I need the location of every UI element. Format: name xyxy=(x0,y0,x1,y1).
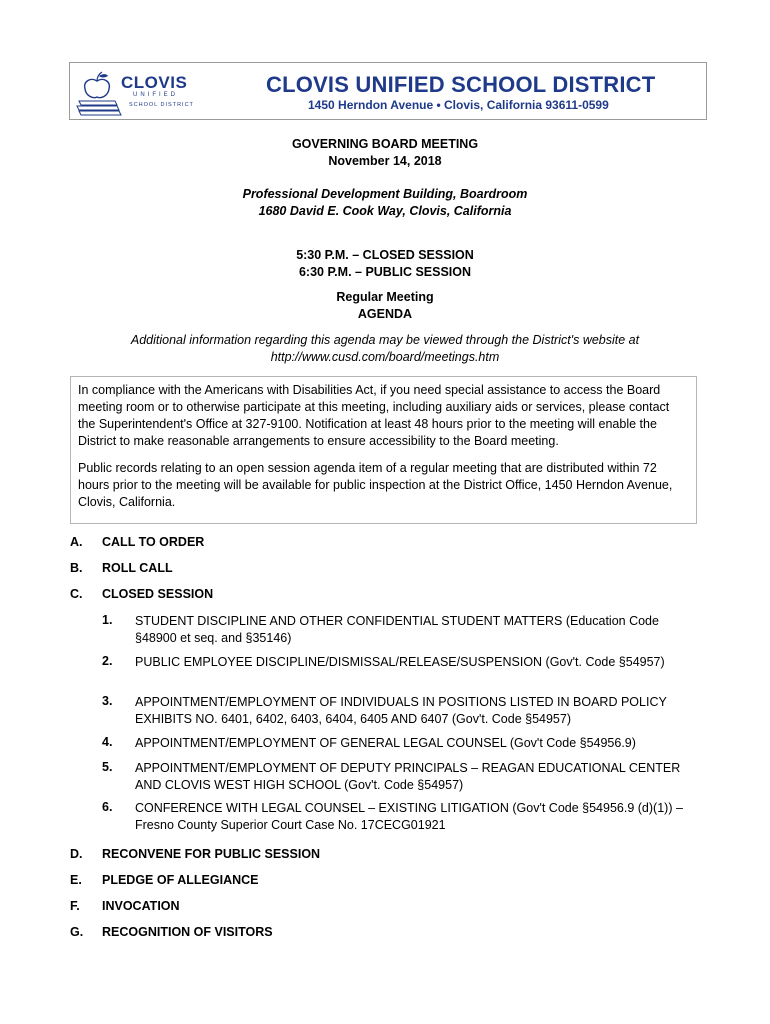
meeting-location-building: Professional Development Building, Boardroom xyxy=(242,187,528,201)
accessibility-notice xyxy=(70,376,697,524)
website-info: Additional information regarding this agenda may be viewed through the District's website at xyxy=(130,333,640,347)
logo-subtitle-unified: UNIFIED xyxy=(133,92,178,98)
agenda-letter: B. xyxy=(70,561,83,575)
public-session-time: 6:30 P.M. – PUBLIC SESSION xyxy=(298,265,472,279)
meeting-type: Regular Meeting xyxy=(336,290,434,304)
agenda-title: INVOCATION xyxy=(102,899,180,913)
agenda-letter: G. xyxy=(70,925,84,939)
district-logo xyxy=(75,67,195,117)
item-text: APPOINTMENT/EMPLOYMENT OF INDIVIDUALS IN POSITIONS LISTED IN BOARD POLICY EXHIBITS NO. 6401, 6402, 6403, 6404, 6405 AND 6407 (Gov't. Code §54957) xyxy=(135,695,667,726)
agenda-letter: A. xyxy=(70,535,83,549)
logo-name: CLOVIS xyxy=(121,73,188,92)
agenda-label: AGENDA xyxy=(357,307,413,321)
agenda-title: ROLL CALL xyxy=(102,561,173,575)
agenda-letter: C. xyxy=(70,587,83,601)
closed-session-time: 5:30 P.M. – CLOSED SESSION xyxy=(296,248,474,262)
agenda-title: CALL TO ORDER xyxy=(102,535,205,549)
item-number: 4. xyxy=(102,735,113,749)
agenda-letter: F. xyxy=(70,899,80,913)
public-records-paragraph: Public records relating to an open session agenda item of a regular meeting that are distributed within 72 hours prior to the meeting will be available for public inspection at the District Office, 1450 Herndon Avenue, Clovis, California. xyxy=(78,461,673,509)
item-text: APPOINTMENT/EMPLOYMENT OF GENERAL LEGAL COUNSEL (Gov't Code §54956.9) xyxy=(135,736,636,750)
apple-books-icon xyxy=(75,67,125,117)
agenda-letter: D. xyxy=(70,847,83,861)
meeting-location-address: 1680 David E. Cook Way, Clovis, California xyxy=(258,204,512,218)
logo-subtitle-district: SCHOOL DISTRICT xyxy=(129,102,194,108)
website-url[interactable]: http://www.cusd.com/board/meetings.htm xyxy=(270,350,500,364)
meeting-date: November 14, 2018 xyxy=(328,154,442,168)
agenda-title: PLEDGE OF ALLEGIANCE xyxy=(102,873,259,887)
item-number: 2. xyxy=(102,654,113,668)
item-number: 3. xyxy=(102,694,113,708)
ada-notice-paragraph: In compliance with the Americans with Disabilities Act, if you need special assistance to access the Board meeting room or to otherwise participate at this meeting, including auxiliary aids or services, please contact the Superintendent's Office at 327-9100. Notification at least 48 hours prior to the meeting will enable the District to make reasonable arrangements to ensure accessibility to the Board meeting. xyxy=(78,383,670,448)
item-text: PUBLIC EMPLOYEE DISCIPLINE/DISMISSAL/RELEASE/SUSPENSION (Gov't. Code §54957) xyxy=(135,655,665,669)
district-address: 1450 Herndon Avenue • Clovis, California 93611-0599 xyxy=(308,98,609,112)
letterhead xyxy=(69,62,707,120)
item-number: 5. xyxy=(102,760,113,774)
district-name: CLOVIS UNIFIED SCHOOL DISTRICT xyxy=(266,72,656,97)
item-text: CONFERENCE WITH LEGAL COUNSEL – EXISTING LITIGATION (Gov't Code §54956.9 (d)(1)) – Fresno County Superior Court Case No. 17CECG01921 xyxy=(135,801,683,832)
agenda-title: RECONVENE FOR PUBLIC SESSION xyxy=(102,847,321,861)
agenda-letter: E. xyxy=(70,873,82,887)
item-number: 6. xyxy=(102,800,113,814)
item-text: APPOINTMENT/EMPLOYMENT OF DEPUTY PRINCIPALS – REAGAN EDUCATIONAL CENTER AND CLOVIS WEST HIGH SCHOOL (Gov't. Code §54957) xyxy=(135,761,681,792)
meeting-title: GOVERNING BOARD MEETING xyxy=(291,137,479,151)
item-number: 1. xyxy=(102,613,113,627)
agenda-title: RECOGNITION OF VISITORS xyxy=(102,925,273,939)
item-text: STUDENT DISCIPLINE AND OTHER CONFIDENTIAL STUDENT MATTERS (Education Code §48900 et seq. and §35146) xyxy=(135,614,659,645)
agenda-title: CLOSED SESSION xyxy=(102,587,214,601)
